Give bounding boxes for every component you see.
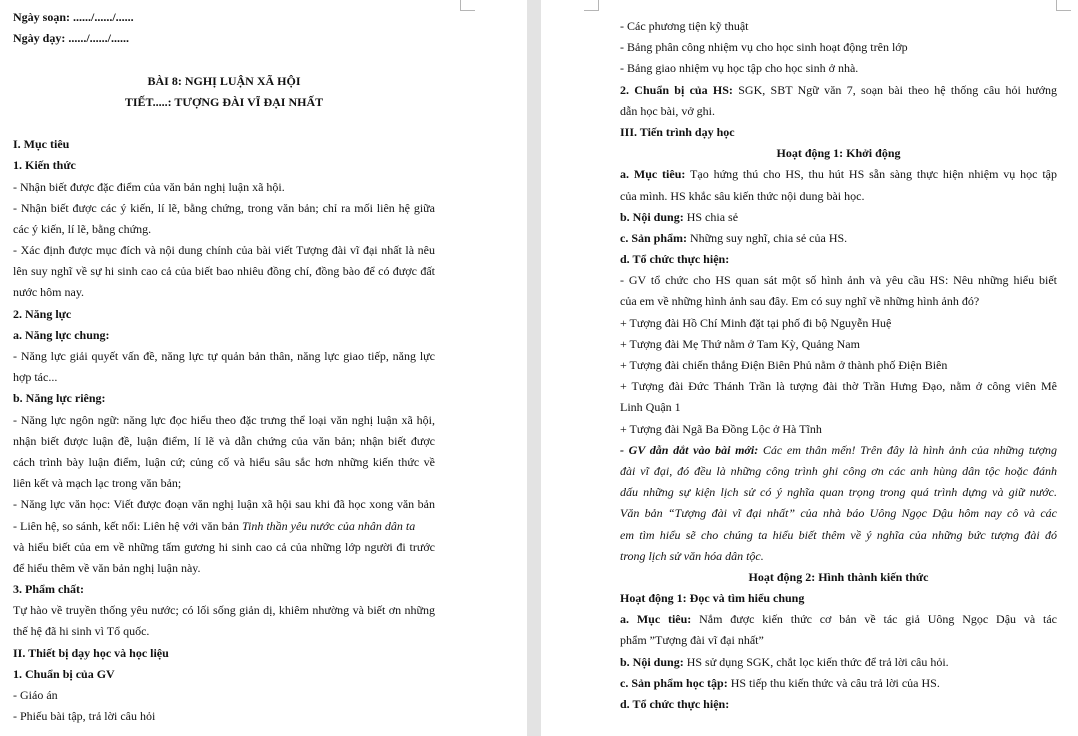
text-run: HS tiếp thu kiến thức và câu trả lời của HS. (727, 675, 940, 690)
text-line: đài vĩ đại, đó đều là những công trình ghi công ơn các anh hùng dân tộc hoặc đánh (620, 463, 1057, 478)
heading-equipment: II. Thiết bị dạy học và học liệu (13, 645, 169, 660)
text-line: phẩm ”Tượng đài vĩ đại nhất” (620, 633, 764, 648)
text-line: của em về những hình ảnh sau đây. Em có suy nghĩ về những hình ảnh đó? (620, 294, 980, 309)
text-run-italic: Tinh thần yêu nước của nhân dân ta (241, 518, 416, 533)
text-line: cách trình bày luận điểm, luận cứ; củng cố và hiểu sâu sắc hơn những kiến thức về (13, 454, 435, 469)
text-run-bold: c. Sản phẩm học tập: (620, 675, 728, 690)
text-line: trong lịch sử văn hóa dân tộc. (620, 548, 764, 563)
text-run-bold: c. Sản phẩm: (620, 230, 688, 245)
text-line: Tự hào về truyền thống yêu nước; có lối sống giản dị, khiêm nhường và biết ơn những (13, 603, 435, 618)
text-line: nhận biết được luận đề, luận điểm, lí lẽ và dẫn chứng của văn bản; nhận biết được (13, 433, 435, 448)
text-line (620, 673, 1057, 694)
text-line: - Năng lực ngôn ngữ: năng lực đọc hiểu theo đặc trưng thể loại văn nghị luận xã hội, (13, 412, 435, 427)
text-line: - Giáo án (13, 688, 58, 702)
text-line: liên kết và mạch lạc trong văn bản; (13, 476, 182, 491)
heading-knowledge: 1. Kiến thức (13, 158, 76, 173)
text-line: dấu những sự kiện lịch sử có ý nghĩa quan trọng trong quá trình dựng và giữ nước. (620, 485, 1057, 500)
heading-qualities: 3. Phẩm chất: (13, 582, 84, 597)
document-page-right (541, 0, 1078, 736)
document-page-left (0, 0, 527, 736)
margin-corner-mark (460, 0, 475, 11)
text-line: + Tượng đài Hồ Chí Minh đặt tại phố đi bộ Nguyễn Huệ (620, 315, 892, 330)
blank-line (13, 49, 527, 70)
text-line (620, 80, 1057, 101)
text-line: dẫn học bài, vở ghi. (620, 103, 715, 118)
text-run: Những suy nghĩ, chia sẻ của HS. (687, 230, 848, 245)
text-line: - Bảng phân công nhiệm vụ cho học sinh hoạt động trên lớp (620, 40, 908, 55)
heading-reading: Hoạt động 1: Đọc và tìm hiểu chung (620, 591, 805, 606)
text-line: của mình. HS khắc sâu kiến thức nội dung bài học. (620, 188, 865, 203)
text-line: để hiểu thêm về văn bản nghị luận này. (13, 560, 201, 575)
text-run: Nắm được kiến thức cơ bản về tác giả Uông Ngọc Dậu và tác (691, 612, 1057, 627)
text-run-bold: a. Mục tiêu: (620, 167, 686, 182)
heading-activity-1: Hoạt động 1: Khởi động (776, 146, 901, 161)
text-line: Linh Quận 1 (620, 400, 681, 415)
lesson-title: BÀI 8: NGHỊ LUẬN XÃ HỘI (147, 73, 301, 88)
heading-procedure: III. Tiến trình dạy học (620, 124, 735, 139)
text-line (13, 516, 435, 537)
text-line (620, 228, 1057, 249)
text-line: các ý kiến, lí lẽ, bằng chứng. (13, 221, 152, 236)
text-line: Văn bản “Tượng đài vĩ đại nhất” của nhà báo Uông Ngọc Dậu hôm nay cô và các (620, 506, 1057, 521)
text-run-bold: a. Mục tiêu: (620, 612, 692, 627)
text-run-bold: b. Nội dung: (620, 209, 684, 224)
text-run: - Liên hệ, so sánh, kết nối: Liên hệ với văn bản (13, 518, 242, 533)
text-line: thế hệ đã hi sinh vì Tổ quốc. (13, 624, 150, 639)
text-line: - Năng lực giải quyết vấn đề, năng lực tự quản bản thân, năng lực giao tiếp, năng lực (13, 349, 435, 363)
heading-general-competency: a. Năng lực chung: (13, 327, 110, 342)
text-line: - Năng lực văn học: Viết được đoạn văn nghị luận xã hội sau khi đã học xong văn bản (13, 497, 435, 512)
heading-teacher-prep: 1. Chuẩn bị của GV (13, 666, 115, 681)
text-run-bold: - GV dẫn dắt vào bài mới: (620, 442, 759, 457)
heading-competency: 2. Năng lực (13, 306, 72, 321)
text-line: lên suy nghĩ về sự hi sinh cao cả của biết bao nhiêu đồng chí, đồng bào để có được đất (13, 264, 435, 279)
blank-line (13, 113, 527, 134)
text-line: + Tượng đài Đức Thánh Trần là tượng đài thờ Trần Hưng Đạo, nằm ở công viên Mê (620, 379, 1057, 394)
text-run-bold: b. Nội dung: (620, 654, 684, 669)
heading-objectives: I. Mục tiêu (13, 137, 70, 152)
date-compose: Ngày soạn: ....../....../...... (13, 10, 134, 24)
text-run: Các em thân mến! Trên đây là hình ảnh của những tượng (758, 442, 1057, 457)
text-line: + Tượng đài Ngã Ba Đồng Lộc ở Hà Tĩnh (620, 421, 822, 436)
lesson-subtitle: TIẾT.....: TƯỢNG ĐÀI VĨ ĐẠI NHẤT (124, 94, 324, 109)
text-line (620, 207, 1057, 228)
text-line: - Các phương tiện kỹ thuật (620, 19, 749, 33)
text-run: HS chia sẻ (683, 209, 739, 224)
text-line: - Xác định được mục đích và nội dung chính của bài viết Tượng đài vĩ đại nhất là nêu (13, 243, 435, 258)
text-line: và hiểu biết của em về những tấm gương hi sinh cao cả của những lớp người đi trước (13, 539, 435, 554)
heading-specific-competency: b. Năng lực riêng: (13, 391, 106, 406)
text-line: nước hôm nay. (13, 285, 85, 300)
text-line (620, 164, 1057, 185)
margin-corner-mark (1056, 0, 1071, 11)
text-line: - Nhận biết được đặc điểm của văn bản nghị luận xã hội. (13, 179, 285, 194)
text-run-bold: 2. Chuẩn bị của HS: (620, 82, 733, 97)
heading-organization: d. Tổ chức thực hiện: (620, 697, 730, 711)
text-run: SGK, SBT Ngữ văn 7, soạn bài theo hệ thống câu hỏi hướng (732, 82, 1057, 97)
text-line: em tìm hiểu sẽ cho chúng ta hiểu biết thêm về ý nghĩa của những bức tượng đài đó (620, 527, 1057, 542)
text-line: - GV tổ chức cho HS quan sát một số hình ảnh và yêu cầu HS: Nêu những hiểu biết (620, 273, 1057, 288)
text-line (620, 440, 1057, 461)
text-line: hợp tác... (13, 370, 58, 385)
text-line: - Nhận biết được các ý kiến, lí lẽ, bằng chứng, trong văn bản; chỉ ra mối liên hệ giữa (13, 200, 435, 215)
date-teach: Ngày dạy: ....../....../...... (13, 31, 130, 46)
text-line: - Phiếu bài tập, trả lời câu hỏi (13, 709, 156, 724)
text-line (620, 609, 1057, 630)
text-run: Tạo hứng thú cho HS, thu hút HS sẵn sàng thực hiện nhiệm vụ học tập (685, 167, 1057, 182)
text-run: HS sử dụng SGK, chắt lọc kiến thức để trả lời câu hỏi. (683, 654, 949, 669)
text-line: + Tượng đài Mẹ Thứ nằm ở Tam Kỳ, Quảng Nam (620, 336, 860, 351)
text-line (620, 652, 1057, 673)
heading-organization: d. Tổ chức thực hiện: (620, 252, 730, 267)
text-line: + Tượng đài chiến thắng Điện Biên Phủ nằm ở thành phố Điện Biên (620, 358, 948, 372)
text-line: - Bảng giao nhiệm vụ học tập cho học sinh ở nhà. (620, 61, 859, 76)
heading-activity-2: Hoạt động 2: Hình thành kiến thức (748, 569, 929, 584)
margin-corner-mark (584, 0, 599, 11)
